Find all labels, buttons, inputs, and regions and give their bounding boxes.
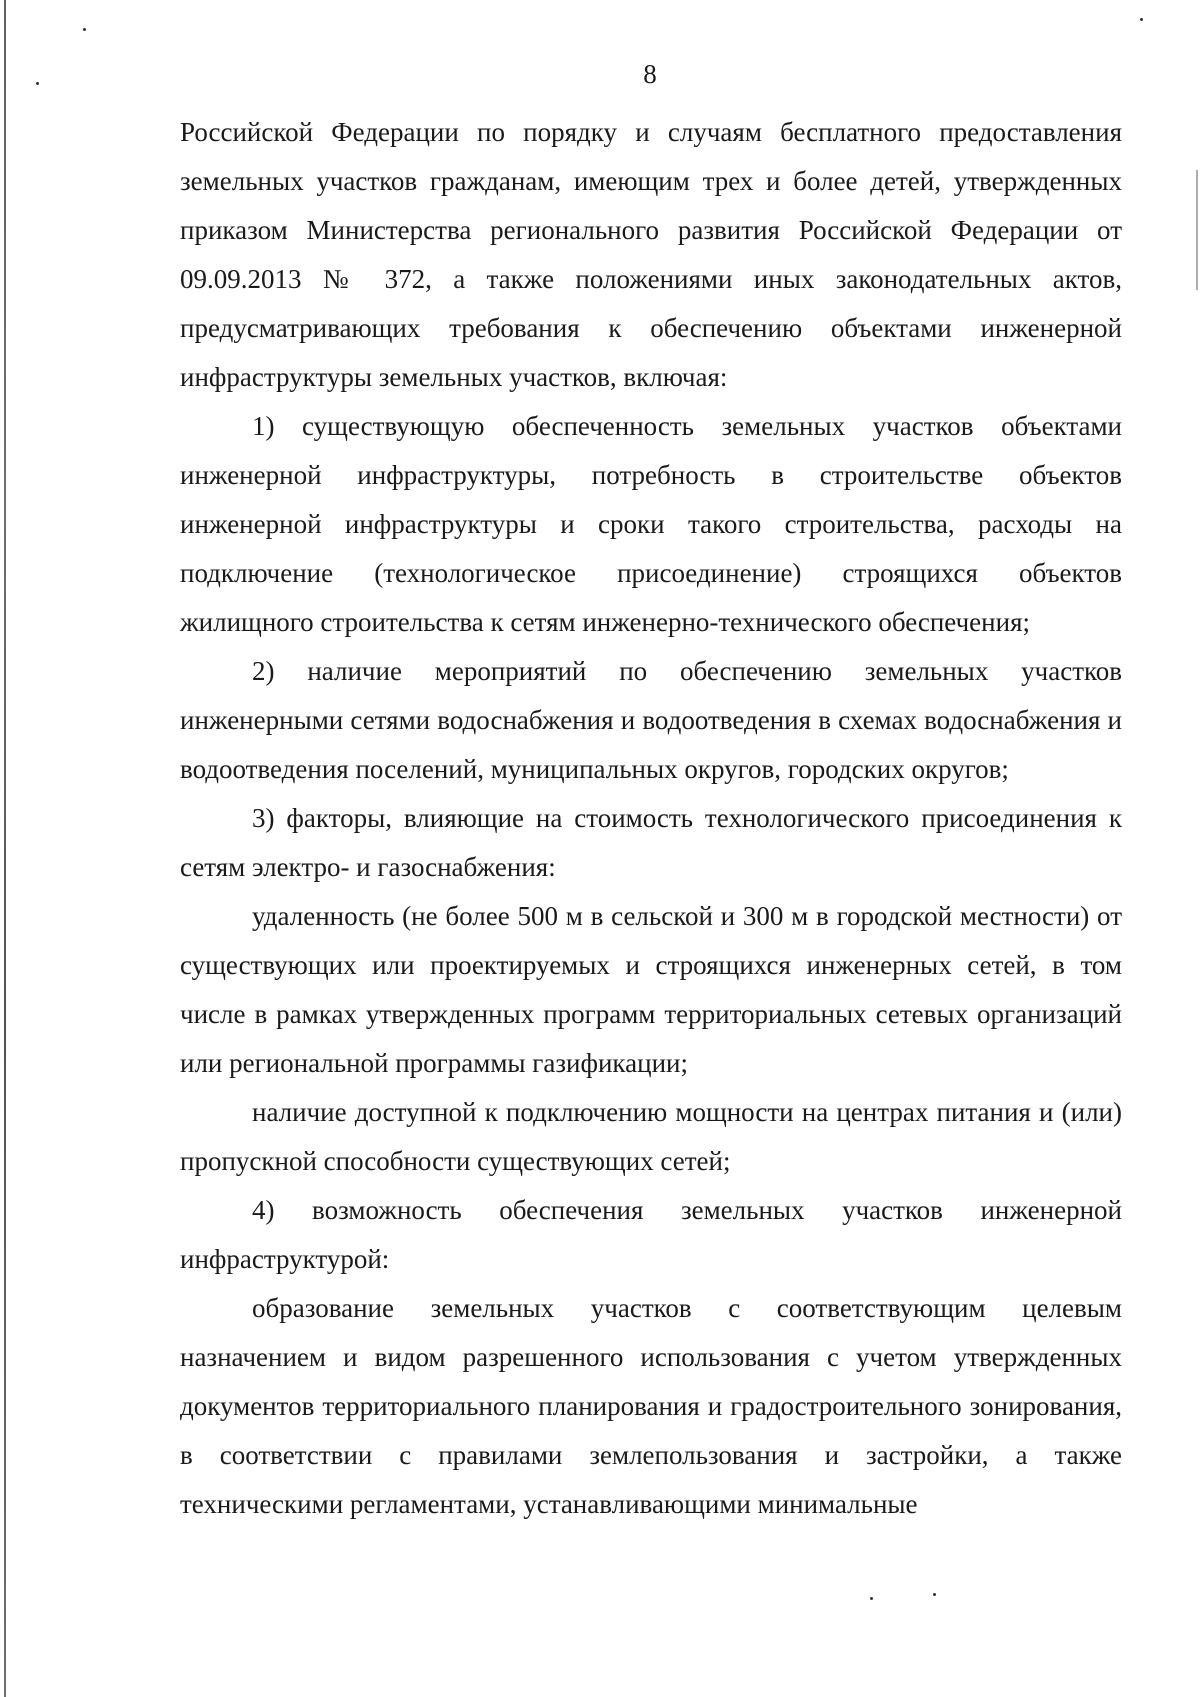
paragraph-item-4: 4) возможность обеспечения земельных участков инженерной инфраструктурой: [180, 1195, 1122, 1274]
paragraph-continuation: Российской Федерации по порядку и случаям бесплатного предоставления земельных участков гражданам, имеющим трех и более детей, утвержденных приказом Министерства регионального развития Российской Федерации от 09.09.2013 № 372, а также положениями иных законодательных актов, предусматривающих требования к обеспечению объектами инженерной инфраструктуры земельных участков, включая: [180, 117, 1122, 392]
paragraph-item-3: 3) факторы, влияющие на стоимость технологического присоединения к сетям электро- и газоснабжения: [180, 803, 1122, 882]
scan-edge-left [4, 0, 6, 1697]
paragraph-item-1: 1) существующую обеспеченность земельных участков объектами инженерной инфраструктуры, потребность в строительстве объектов инженерной инфраструктуры и сроки такого строительства, расходы на подключение (технологическое присоединение) строящихся объектов жилищного строительства к сетям инженерно-технического обеспечения; [180, 411, 1122, 637]
scan-speck [870, 1597, 873, 1600]
scan-speck [1140, 18, 1143, 21]
page-number: 8 [643, 59, 657, 89]
scan-speck [83, 28, 86, 31]
document-body [180, 108, 1122, 1529]
paragraph-item-2: 2) наличие мероприятий по обеспечению земельных участков инженерными сетями водоснабжения и водоотведения в схемах водоснабжения и водоотведения поселений, муниципальных округов, городских округов; [180, 656, 1122, 784]
paragraph-remoteness: удаленность (не более 500 м в сельской и 300 м в городской местности) от существующих или проектируемых и строящихся инженерных сетей, в том числе в рамках утвержденных программ территориальных сетевых организаций или региональной программы газификации; [180, 901, 1122, 1078]
scan-edge-right [1196, 170, 1198, 290]
paragraph-capacity: наличие доступной к подключению мощности на центрах питания и (или) пропускной способности существующих сетей; [180, 1097, 1122, 1176]
scan-speck [933, 1593, 936, 1596]
paragraph-land-formation: образование земельных участков с соответствующим целевым назначением и видом разрешенного использования с учетом утвержденных документов территориального планирования и градостроительного зонирования, в соответствии с правилами землепользования и застройки, а также техническими регламентами, устанавливающими минимальные [180, 1293, 1122, 1519]
